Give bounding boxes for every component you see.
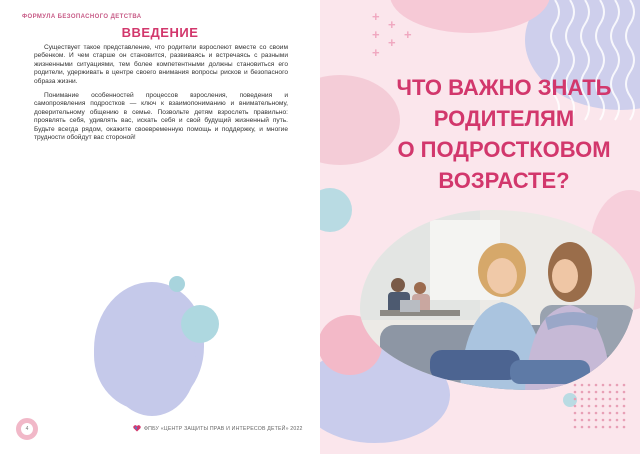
paragraph: Понимание особенностей процессов взросления, поведения и самопроявления подростков — ключ к взаимопониманию и внимательному, доверительному общению в семье. Позвольте детям взрослеть правильно: проявлять себя, удивлять вас, искать себя и свой будущий жизненный путь. Будьте всегда рядом, окажите своевременную помощь и поддержку, и многие трудности обойдут вас стороной! — [34, 92, 288, 142]
title-line: О ПОДРОСТКОВОМ — [397, 137, 611, 162]
heart-logo-icon — [133, 425, 141, 432]
paragraph: Существует такое представление, что родители взрослеют вместе со своим ребенком. И чем старше он становится, развиваясь и встречаясь с разными жизненными ситуациями, тем более компетентными должны становиться его родители, удерживать в центре своего внимания вопросы рисков и безопасного образа жизни. — [34, 44, 288, 85]
plus-icon: + — [388, 17, 396, 32]
footer-text: ФПБУ «ЦЕНТР ЗАЩИТЫ ПРАВ И ИНТЕРЕСОВ ДЕТЕЙ» 2022 — [144, 426, 303, 432]
title-line: ВОЗРАСТЕ? — [438, 168, 570, 193]
right-page — [320, 0, 640, 454]
title-line: РОДИТЕЛЯМ — [433, 106, 575, 131]
plus-icon: + — [372, 27, 380, 42]
plus-icon: + — [372, 45, 380, 60]
page-title — [374, 72, 634, 196]
plus-icon: + — [388, 35, 396, 50]
plus-icon: + — [372, 9, 380, 24]
decorative-dot — [181, 305, 219, 343]
plus-icon: + — [404, 27, 412, 42]
body-text — [34, 44, 288, 148]
section-title: ВВЕДЕНИЕ — [121, 25, 199, 40]
title-line: ЧТО ВАЖНО ЗНАТЬ — [396, 75, 612, 100]
decorative-dot — [169, 276, 185, 292]
page-number: 4 — [16, 418, 38, 440]
running-header: ФОРМУЛА БЕЗОПАСНОГО ДЕТСТВА — [22, 14, 142, 20]
